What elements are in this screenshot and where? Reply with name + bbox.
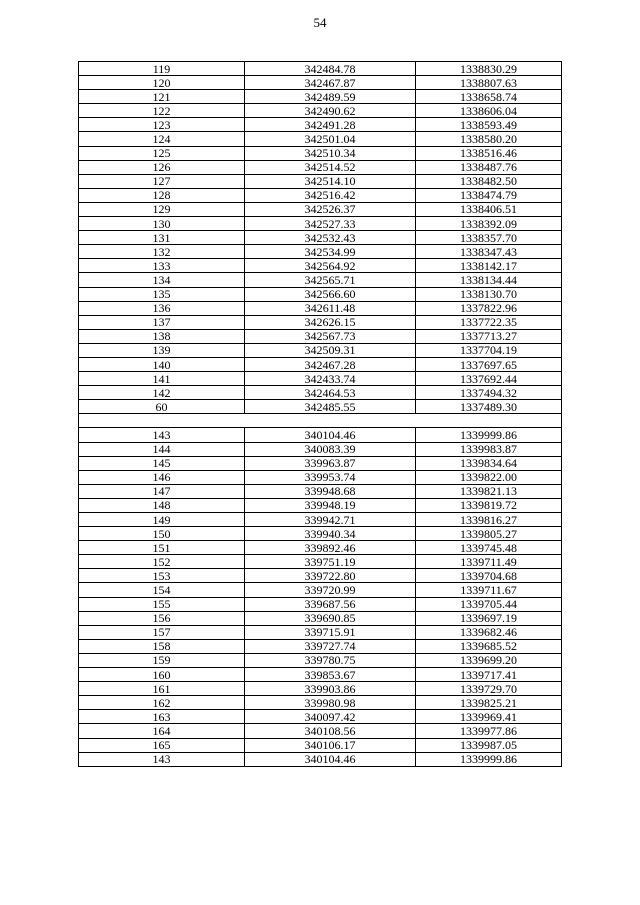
point-number-cell: 154 — [79, 583, 245, 597]
point-number-cell: 125 — [79, 146, 245, 160]
table-row — [79, 541, 562, 555]
coordinates-table — [78, 61, 562, 767]
table-row — [79, 583, 562, 597]
y-coordinate-cell: 1339697.19 — [416, 611, 562, 625]
y-coordinate-cell: 1337822.96 — [416, 301, 562, 315]
y-coordinate-cell: 1339699.20 — [416, 653, 562, 667]
y-coordinate-cell: 1339745.48 — [416, 541, 562, 555]
point-number-cell: 132 — [79, 245, 245, 259]
x-coordinate-cell: 339780.75 — [245, 653, 416, 667]
point-number-cell: 148 — [79, 498, 245, 512]
point-number-cell: 121 — [79, 90, 245, 104]
x-coordinate-cell: 339687.56 — [245, 597, 416, 611]
point-number-cell: 158 — [79, 639, 245, 653]
point-number-cell: 137 — [79, 315, 245, 329]
x-coordinate-cell: 342566.60 — [245, 287, 416, 301]
table-row — [79, 653, 562, 667]
y-coordinate-cell: 1339705.44 — [416, 597, 562, 611]
table-row — [79, 287, 562, 301]
point-number-cell: 127 — [79, 174, 245, 188]
y-coordinate-cell: 1339805.27 — [416, 527, 562, 541]
table-row — [79, 386, 562, 400]
x-coordinate-cell: 342534.99 — [245, 245, 416, 259]
y-coordinate-cell: 1337692.44 — [416, 372, 562, 386]
point-number-cell: 122 — [79, 104, 245, 118]
y-coordinate-cell: 1338487.76 — [416, 160, 562, 174]
y-coordinate-cell: 1337722.35 — [416, 315, 562, 329]
point-number-cell: 60 — [79, 400, 245, 414]
y-coordinate-cell: 1339977.86 — [416, 724, 562, 738]
table-row — [79, 273, 562, 287]
table-row — [79, 738, 562, 752]
y-coordinate-cell: 1338658.74 — [416, 90, 562, 104]
x-coordinate-cell: 342484.78 — [245, 62, 416, 76]
y-coordinate-cell: 1338580.20 — [416, 132, 562, 146]
y-coordinate-cell: 1338357.70 — [416, 231, 562, 245]
y-coordinate-cell: 1338474.79 — [416, 188, 562, 202]
point-number-cell: 120 — [79, 76, 245, 90]
table-row — [79, 456, 562, 470]
x-coordinate-cell: 342514.52 — [245, 160, 416, 174]
x-coordinate-cell: 342564.92 — [245, 259, 416, 273]
x-coordinate-cell: 342467.87 — [245, 76, 416, 90]
y-coordinate-cell: 1339969.41 — [416, 710, 562, 724]
table-row — [79, 668, 562, 682]
x-coordinate-cell: 342514.10 — [245, 174, 416, 188]
x-coordinate-cell: 340108.56 — [245, 724, 416, 738]
table-row — [79, 118, 562, 132]
table-row — [79, 682, 562, 696]
point-number-cell: 138 — [79, 329, 245, 343]
x-coordinate-cell: 342467.28 — [245, 357, 416, 371]
table-row — [79, 696, 562, 710]
x-coordinate-cell: 342510.34 — [245, 146, 416, 160]
point-number-cell: 143 — [79, 752, 245, 766]
x-coordinate-cell: 342565.71 — [245, 273, 416, 287]
y-coordinate-cell: 1338392.09 — [416, 217, 562, 231]
point-number-cell: 146 — [79, 470, 245, 484]
point-number-cell: 164 — [79, 724, 245, 738]
y-coordinate-cell: 1337489.30 — [416, 400, 562, 414]
y-coordinate-cell: 1337697.65 — [416, 357, 562, 371]
x-coordinate-cell: 342509.31 — [245, 343, 416, 357]
x-coordinate-cell: 340097.42 — [245, 710, 416, 724]
y-coordinate-cell: 1339816.27 — [416, 513, 562, 527]
point-number-cell: 142 — [79, 386, 245, 400]
table-row — [79, 315, 562, 329]
table-row — [79, 597, 562, 611]
x-coordinate-cell: 340106.17 — [245, 738, 416, 752]
y-coordinate-cell: 1339834.64 — [416, 456, 562, 470]
x-coordinate-cell: 342626.15 — [245, 315, 416, 329]
point-number-cell: 140 — [79, 357, 245, 371]
x-coordinate-cell: 340083.39 — [245, 442, 416, 456]
y-coordinate-cell: 1338130.70 — [416, 287, 562, 301]
page-number: 54 — [313, 15, 327, 30]
x-coordinate-cell: 342526.37 — [245, 202, 416, 216]
point-number-cell: 141 — [79, 372, 245, 386]
point-number-cell: 155 — [79, 597, 245, 611]
table-row — [79, 555, 562, 569]
y-coordinate-cell: 1338830.29 — [416, 62, 562, 76]
point-number-cell: 162 — [79, 696, 245, 710]
point-number-cell: 165 — [79, 738, 245, 752]
x-coordinate-cell: 339963.87 — [245, 456, 416, 470]
point-number-cell: 157 — [79, 625, 245, 639]
y-coordinate-cell: 1339983.87 — [416, 442, 562, 456]
table-row — [79, 259, 562, 273]
table-row — [79, 301, 562, 315]
x-coordinate-cell: 342485.55 — [245, 400, 416, 414]
x-coordinate-cell: 342464.53 — [245, 386, 416, 400]
section-separator-cell — [79, 414, 562, 428]
table-row — [79, 611, 562, 625]
point-number-cell: 150 — [79, 527, 245, 541]
table-row — [79, 343, 562, 357]
y-coordinate-cell: 1339987.05 — [416, 738, 562, 752]
section-separator-row — [79, 414, 562, 428]
x-coordinate-cell: 342433.74 — [245, 372, 416, 386]
y-coordinate-cell: 1338606.04 — [416, 104, 562, 118]
table-row — [79, 76, 562, 90]
y-coordinate-cell: 1338134.44 — [416, 273, 562, 287]
table-row — [79, 174, 562, 188]
x-coordinate-cell: 339715.91 — [245, 625, 416, 639]
x-coordinate-cell: 342516.42 — [245, 188, 416, 202]
x-coordinate-cell: 340104.46 — [245, 428, 416, 442]
x-coordinate-cell: 339853.67 — [245, 668, 416, 682]
point-number-cell: 130 — [79, 217, 245, 231]
point-number-cell: 145 — [79, 456, 245, 470]
table-row — [79, 231, 562, 245]
table-row — [79, 625, 562, 639]
x-coordinate-cell: 339722.80 — [245, 569, 416, 583]
table-row — [79, 724, 562, 738]
point-number-cell: 135 — [79, 287, 245, 301]
x-coordinate-cell: 342491.28 — [245, 118, 416, 132]
table-row — [79, 104, 562, 118]
point-number-cell: 133 — [79, 259, 245, 273]
x-coordinate-cell: 342501.04 — [245, 132, 416, 146]
y-coordinate-cell: 1339999.86 — [416, 752, 562, 766]
y-coordinate-cell: 1339819.72 — [416, 498, 562, 512]
y-coordinate-cell: 1339711.49 — [416, 555, 562, 569]
table-row — [79, 217, 562, 231]
y-coordinate-cell: 1337494.32 — [416, 386, 562, 400]
table-row — [79, 428, 562, 442]
y-coordinate-cell: 1339711.67 — [416, 583, 562, 597]
point-number-cell: 161 — [79, 682, 245, 696]
point-number-cell: 143 — [79, 428, 245, 442]
y-coordinate-cell: 1337704.19 — [416, 343, 562, 357]
y-coordinate-cell: 1338807.63 — [416, 76, 562, 90]
table-row — [79, 357, 562, 371]
x-coordinate-cell: 339903.86 — [245, 682, 416, 696]
x-coordinate-cell: 339751.19 — [245, 555, 416, 569]
x-coordinate-cell: 339980.98 — [245, 696, 416, 710]
x-coordinate-cell: 339720.99 — [245, 583, 416, 597]
y-coordinate-cell: 1339822.00 — [416, 470, 562, 484]
point-number-cell: 136 — [79, 301, 245, 315]
x-coordinate-cell: 339948.68 — [245, 484, 416, 498]
point-number-cell: 152 — [79, 555, 245, 569]
point-number-cell: 119 — [79, 62, 245, 76]
x-coordinate-cell: 339727.74 — [245, 639, 416, 653]
x-coordinate-cell: 339690.85 — [245, 611, 416, 625]
point-number-cell: 147 — [79, 484, 245, 498]
point-number-cell: 149 — [79, 513, 245, 527]
y-coordinate-cell: 1339682.46 — [416, 625, 562, 639]
point-number-cell: 153 — [79, 569, 245, 583]
table-row — [79, 527, 562, 541]
point-number-cell: 129 — [79, 202, 245, 216]
point-number-cell: 151 — [79, 541, 245, 555]
point-number-cell: 160 — [79, 668, 245, 682]
x-coordinate-cell: 342611.48 — [245, 301, 416, 315]
table-row — [79, 498, 562, 512]
y-coordinate-cell: 1339821.13 — [416, 484, 562, 498]
y-coordinate-cell: 1339825.21 — [416, 696, 562, 710]
table-row — [79, 484, 562, 498]
table-row — [79, 569, 562, 583]
x-coordinate-cell: 339948.19 — [245, 498, 416, 512]
table-row — [79, 639, 562, 653]
point-number-cell: 159 — [79, 653, 245, 667]
x-coordinate-cell: 339940.34 — [245, 527, 416, 541]
x-coordinate-cell: 342490.62 — [245, 104, 416, 118]
coordinates-table-body — [79, 62, 562, 767]
x-coordinate-cell: 342489.59 — [245, 90, 416, 104]
table-row — [79, 513, 562, 527]
point-number-cell: 139 — [79, 343, 245, 357]
point-number-cell: 156 — [79, 611, 245, 625]
point-number-cell: 134 — [79, 273, 245, 287]
x-coordinate-cell: 339953.74 — [245, 470, 416, 484]
point-number-cell: 123 — [79, 118, 245, 132]
table-row — [79, 90, 562, 104]
x-coordinate-cell: 339942.71 — [245, 513, 416, 527]
table-row — [79, 752, 562, 766]
point-number-cell: 131 — [79, 231, 245, 245]
table-row — [79, 400, 562, 414]
y-coordinate-cell: 1337713.27 — [416, 329, 562, 343]
y-coordinate-cell: 1338516.46 — [416, 146, 562, 160]
table-row — [79, 245, 562, 259]
table-row — [79, 202, 562, 216]
x-coordinate-cell: 340104.46 — [245, 752, 416, 766]
y-coordinate-cell: 1339717.41 — [416, 668, 562, 682]
table-row — [79, 710, 562, 724]
table-row — [79, 160, 562, 174]
y-coordinate-cell: 1338482.50 — [416, 174, 562, 188]
point-number-cell: 144 — [79, 442, 245, 456]
y-coordinate-cell: 1338142.17 — [416, 259, 562, 273]
point-number-cell: 163 — [79, 710, 245, 724]
y-coordinate-cell: 1339999.86 — [416, 428, 562, 442]
y-coordinate-cell: 1339685.52 — [416, 639, 562, 653]
y-coordinate-cell: 1338593.49 — [416, 118, 562, 132]
y-coordinate-cell: 1339729.70 — [416, 682, 562, 696]
table-row — [79, 442, 562, 456]
y-coordinate-cell: 1338406.51 — [416, 202, 562, 216]
y-coordinate-cell: 1339704.68 — [416, 569, 562, 583]
table-row — [79, 470, 562, 484]
table-row — [79, 132, 562, 146]
table-row — [79, 329, 562, 343]
x-coordinate-cell: 342527.33 — [245, 217, 416, 231]
x-coordinate-cell: 342567.73 — [245, 329, 416, 343]
table-row — [79, 188, 562, 202]
x-coordinate-cell: 342532.43 — [245, 231, 416, 245]
y-coordinate-cell: 1338347.43 — [416, 245, 562, 259]
table-row — [79, 62, 562, 76]
x-coordinate-cell: 339892.46 — [245, 541, 416, 555]
point-number-cell: 124 — [79, 132, 245, 146]
table-row — [79, 146, 562, 160]
table-row — [79, 372, 562, 386]
point-number-cell: 126 — [79, 160, 245, 174]
point-number-cell: 128 — [79, 188, 245, 202]
